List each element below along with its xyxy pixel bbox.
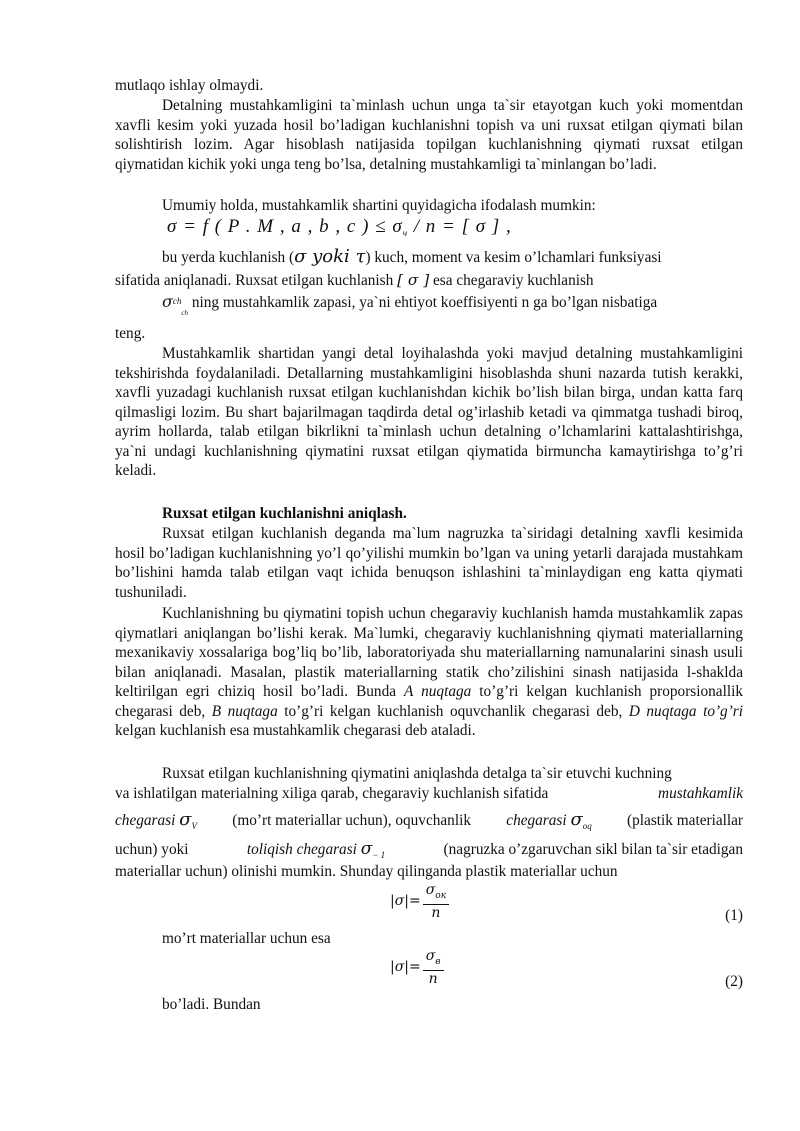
allowable-stress-symbol: [ σ ] [397, 271, 430, 289]
paragraph-selection-line1: Ruxsat etilgan kuchlanishning qiymatini aniqlashda detalga ta`sir etuvchi kuchning [162, 765, 672, 782]
formula-main-tail: / n = [ σ ] , [413, 216, 512, 237]
formula-main-subscript: ч [402, 228, 408, 238]
paragraph-limit-stress-line: $\sigma^{ch}_{ch}$ ning mustahkamlik zapasi, ya`ni ehtiyot koeffisiyenti n ga bo’lgan nisbatiga [162, 292, 658, 317]
paragraph-conclusion: bo’ladi. Bundan [162, 996, 261, 1013]
paragraph-brittle-intro: mo’rt materiallar uchun esa [162, 930, 331, 947]
paragraph-selection-line5: materiallar uchun) olinishi mumkin. Shunday qilinganda plastik materiallar uchun [115, 863, 618, 880]
paragraph-stress-def-line1: bu yerda kuchlanish (σ yoki τ) kuch, moment va kesim o’lchamlari funksiyasi [162, 246, 662, 267]
formula-main: σ = f ( P . M , a , b , c ) ≤ σ [167, 216, 403, 237]
paragraph-condition-intro: Umumiy holda, mustahkamlik shartini quyidagicha ifodalash mumkin: [162, 197, 596, 214]
paragraph-stress-def-line2: sifatida aniqlanadi. Ruxsat etilgan kuchlanish [ σ ] esa chegaraviy kuchlanish [115, 271, 594, 289]
sigma-minus-one-symbol: σ [360, 839, 373, 859]
paragraph-strength-assurance: Detalning mustahkamligini ta`minlash uchun unga ta`sir etayotgan kuch yoki momentdan xavfli kesim yoki yuzada hosil bo’ladigan kuchlanishni topish va uni ruxsat etilgan qiymati bilan solishtirish lozim. Agar hisoblash natijasida topilgan kuchlanishning qiymati ruxsat etilgan qiymatidan kichik yoki unga teng bo’lsa, detalning mustahkamligi ta`minlangan bo’ladi. [115, 97, 743, 173]
strength-condition-formula [167, 217, 512, 244]
equation-1-number: (1) [725, 907, 743, 924]
paragraph-condition-usage: Mustahkamlik shartidan yangi detal loyihalashda yoki mavjud detalning mustahkamligini tekshirishda foydalaniladi. Detallarning mustahkamligini hisoblashda shuni nazarda tutish kerakki, xavfli yuzadagi kuchlanish ruxsat etilgan kuchlanishdan kichik bo’lish bilan birga, undan katta farq qilmasligi lozim. Bu shart bajarilmagan taqdirda detal og’irlashib ketadi va qimmatga tushadi biroq, ayrim hollarda, talab etilgan bikrlikni ta`minlash uchun detalning o’lchamlarini kattalashtirishga, ya`ni undagi kuchlanishning qiymatini ruxsat etilgan qiymatida birmuncha kamaytirishga to’g’ri keladi. [115, 345, 743, 479]
paragraph-selection-line3: chegarasi $\sigma_V$ (mo’rt materiallar uchun), oquvchanlik chegarasi $\sigma_{oq}$ (plastik materiallar [115, 809, 743, 831]
equation-1: |σ|= $\frac{\sigma_{ок}}{n}$ [390, 882, 449, 922]
paragraph-limit-determination: Kuchlanishning bu qiymatini topish uchun chegaraviy kuchlanish hamda mustahkamlik zapas qiymatlari aniqlangan bo’lishi kerak. Ma`lumki, chegaraviy kuchlanishning qiymati materiallarning mexanikaviy xossalariga bog’liq bo’lib, laboratoriyada shu materiallarning namunalarini sinash usuli bilan aniqlanadi. Masalan, plastik materiallarning statik cho’zilishini sinash natijasida l-shaklda keltirilgan egri chiziq hosil bo’ladi. Bunda A nuqtaga to’g’ri kelgan kuchlanish proporsionallik chegarasi deb, B nuqtaga to’g’ri kelgan kuchlanish oquvchanlik chegarasi deb, D nuqtaga to’g’ri kelgan kuchlanish esa mustahkamlik chegarasi deb ataladi. [115, 605, 744, 739]
equation-2: |σ|= $\frac{\sigma_в}{n}$ [390, 948, 444, 988]
paragraph-allowable-definition: Ruxsat etilgan kuchlanish deganda ma`lum nagruzka ta`siridagi detalning xavfli kesimida hosil bo’ladigan kuchlanishning yo’l qo’yilishi mumkin bo’lgan va uning yetarli darajada mustahkam bo’lishini hamda talab etilgan vaqt ichida benuqson ishlashini ta`minlaydigan eng katta qiymati tushuniladi. [115, 525, 743, 601]
sigma-or-tau-symbol: σ yoki τ [294, 246, 366, 267]
section-heading: Ruxsat etilgan kuchlanishni aniqlash. [162, 505, 407, 522]
sigma-ch-symbol: σ [162, 292, 173, 311]
sigma-oq-symbol: σ [570, 809, 583, 830]
paragraph-selection-line4: uchun) yoki toliqish chegarasi $\sigma_{- 1}$ (nagruzka o’zgaruvchan sikl bilan ta`sir etadigan [115, 839, 743, 860]
equation-2-number: (2) [725, 973, 743, 990]
sigma-v-symbol: σ [179, 809, 192, 830]
paragraph-continuation: mutlaqo ishlay olmaydi. [115, 77, 264, 94]
paragraph-limit-stress-end: teng. [115, 325, 146, 342]
paragraph-selection-line2: va ishlatilgan materialning xiliga qarab, chegaraviy kuchlanish sifatida mustahkamlik [115, 785, 743, 802]
